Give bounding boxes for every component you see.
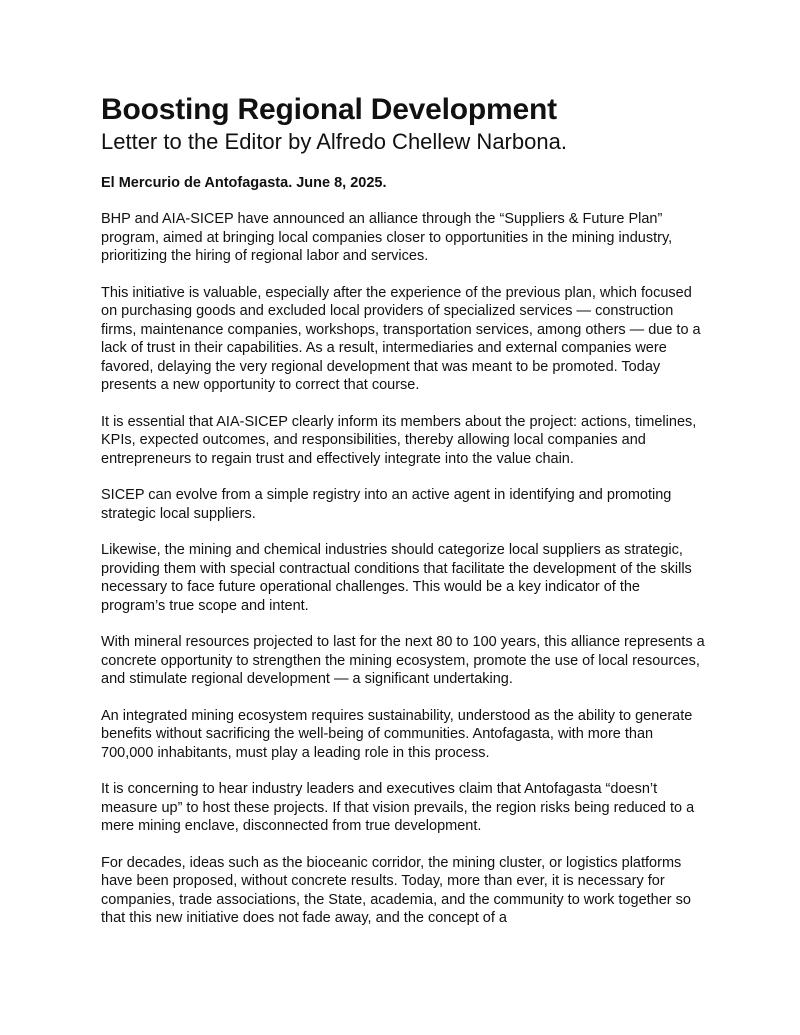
paragraph-1: BHP and AIA-SICEP have announced an alliance through the “Suppliers & Future Plan” program, aimed at bringing local companies closer to opportunities in the mining industry, prioritizing the hiring of regional labor and services. xyxy=(101,211,673,264)
article-subtitle: Letter to the Editor by Alfredo Chellew Narbona. xyxy=(101,129,567,154)
paragraph-8: It is concerning to hear industry leaders and executives claim that Antofagasta “doesn’t measure up” to host these projects. If that vision prevails, the region risks being reduced to a mere mining enclave, disconnected from true development. xyxy=(101,781,695,834)
article-dateline: El Mercurio de Antofagasta. June 8, 2025. xyxy=(101,175,387,191)
paragraph-7: An integrated mining ecosystem requires sustainability, understood as the ability to generate benefits without sacrificing the well-being of communities. Antofagasta, with more than 700,000 inhabitants, must play a leading role in this process. xyxy=(101,707,693,761)
paragraph-5: Likewise, the mining and chemical industries should categorize local suppliers as strategic, providing them with special contractual conditions that facilitate the development of the skills necessary to face future operational challenges. This would be a key indicator of the program’s true scope and intent. xyxy=(101,542,692,614)
paragraph-2: This initiative is valuable, especially after the experience of the previous plan, which focused on purchasing goods and excluded local providers of specialized services — construction firms, maintenance companies, workshops, transportation services, among others — due to a lack of trust in their capabilities. As a result, intermediaries and external companies were favored, delaying the very regional development that was meant to be promoted. Today presents a new opportunity to correct that course. xyxy=(101,284,701,393)
article-title: Boosting Regional Development xyxy=(101,93,557,126)
paragraph-4: SICEP can evolve from a simple registry into an active agent in identifying and promoting strategic local suppliers. xyxy=(101,487,672,522)
paragraph-3: It is essential that AIA-SICEP clearly inform its members about the project: actions, timelines, KPIs, expected outcomes, and responsibilities, thereby allowing local companies and entrepreneurs to regain trust and effectively integrate into the value chain. xyxy=(101,413,697,467)
letter-page xyxy=(101,92,706,946)
paragraph-6: With mineral resources projected to last for the next 80 to 100 years, this alliance represents a concrete opportunity to strengthen the mining ecosystem, promote the use of local resources, and stimulate regional development — a significant undertaking. xyxy=(101,634,705,687)
paragraph-9: For decades, ideas such as the bioceanic corridor, the mining cluster, or logistics platforms have been proposed, without concrete results. Today, more than ever, it is necessary for companies, trade associations, the State, academia, and the community to work together so that this new initiative does not fade away, and the concept of a xyxy=(101,854,691,926)
